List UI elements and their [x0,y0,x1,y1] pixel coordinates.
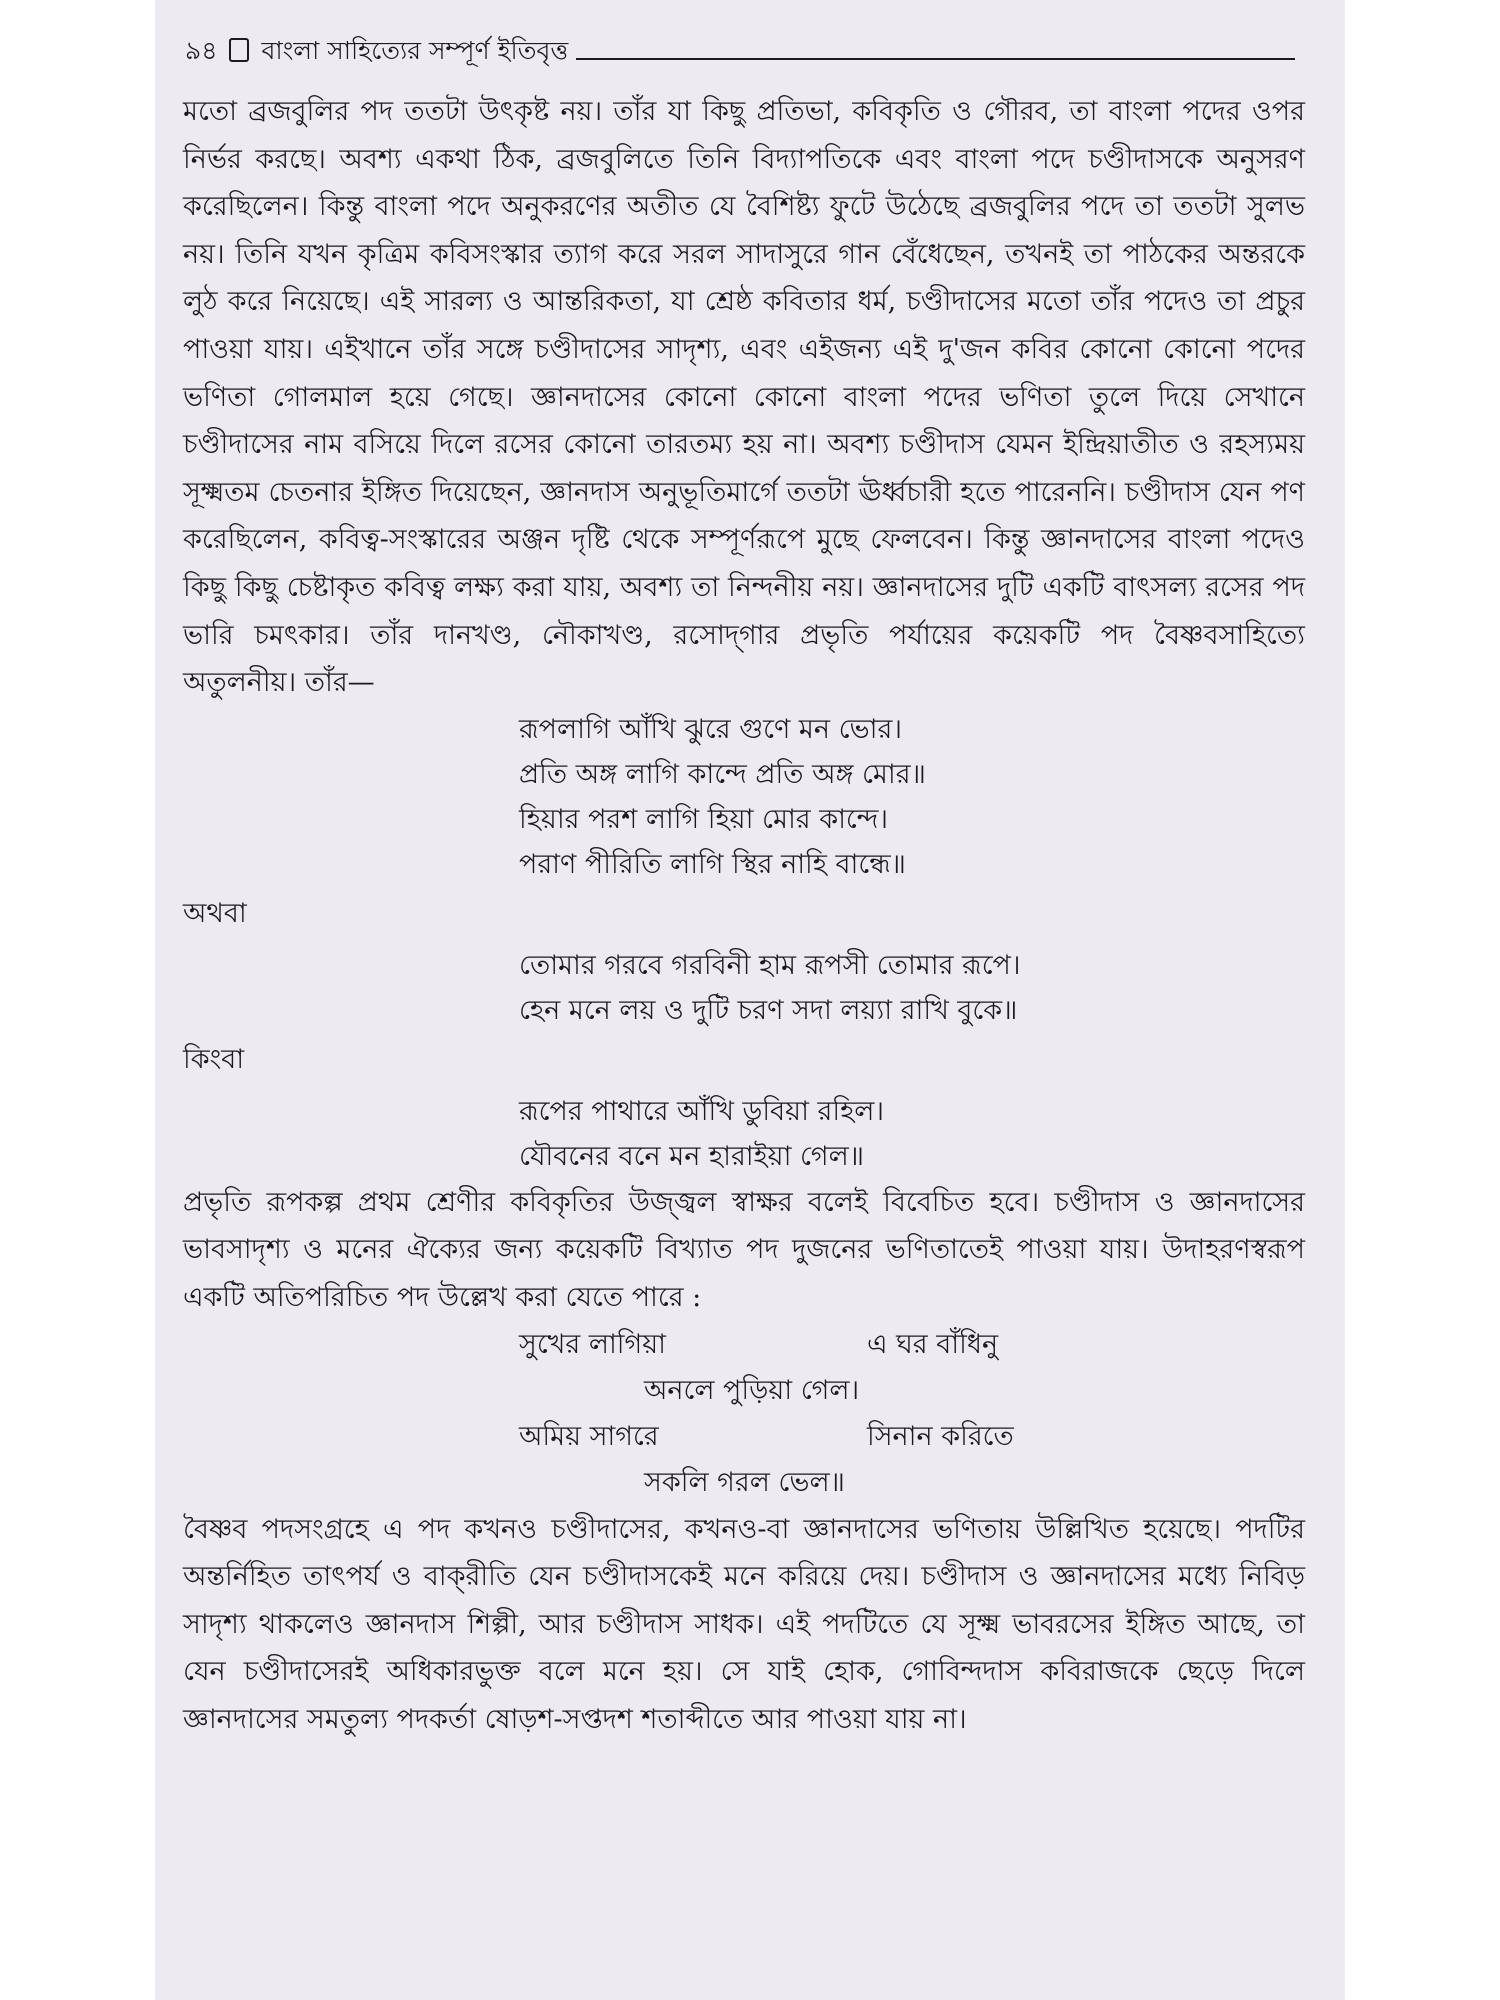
book-page [155,0,1345,2000]
book-title: বাংলা সাহিত্যের সম্পূর্ণ ইতিবৃত্ত [261,36,569,65]
verse-line: পরাণ পীরিতি লাগি স্থির নাহি বান্ধে॥ [519,848,906,880]
verse-line-part: এ ঘর বাঁধিনু [867,1328,999,1360]
header-rule [576,58,1295,60]
verse-line [519,1322,1305,1368]
connector-label: অথবা [183,897,247,929]
verse-line [519,1368,1305,1414]
verse-block [183,943,1305,1033]
verse-block [183,707,1305,887]
verse-line [519,1460,1305,1506]
verse-line [519,1414,1305,1460]
paragraph: বৈষ্ণব পদসংগ্রহে এ পদ কখনও চণ্ডীদাসের, কখনও-বা জ্ঞানদাসের ভণিতায় উল্লিখিত হয়েছে। পদটির অন্তর্নিহিত তাৎপর্য ও বাক্‌রীতি যেন চণ্ডীদাসকেই মনে করিয়ে দেয়। চণ্ডীদাস ও জ্ঞানদাসের মধ্যে নিবিড় সাদৃশ্য থাকলেও জ্ঞানদাস শিল্পী, আর চণ্ডীদাস সাধক। এই পদটিতে যে সূক্ষ্ম ভাবরসের ইঙ্গিত আছে, তা যেন চণ্ডীদাসেরই অধিকারভুক্ত বলে মনে হয়। সে যাই হোক, গোবিন্দদাস কবিরাজকে ছেড়ে দিলে জ্ঞানদাসের সমতুল্য পদকর্তা ষোড়শ-সপ্তদশ শতাব্দীতে আর পাওয়া যায় না। [183,1513,1305,1735]
verse-line-part: সকলি গরল ভেল॥ [644,1466,845,1498]
verse-line-part: সুখের লাগিয়া [519,1328,666,1360]
verse-line: হিয়ার পরশ লাগি হিয়া মোর কান্দে। [519,803,889,835]
verse-line: প্রতি অঙ্গ লাগি কান্দে প্রতি অঙ্গ মোর॥ [519,758,926,790]
verse-line: রূপের পাথারে আঁখি ডুবিয়া রহিল। [519,1095,885,1127]
page-body [183,88,1305,1743]
running-header [185,20,1295,66]
verse-line-part: সিনান করিতে [867,1420,1014,1452]
paragraph: প্রভৃতি রূপকল্প প্রথম শ্রেণীর কবিকৃতির উজ্জ্বল স্বাক্ষর বলেই বিবেচিত হবে। চণ্ডীদাস ও জ্ঞানদাসের ভাবসাদৃশ্য ও মনের ঐক্যের জন্য কয়েকটি বিখ্যাত পদ দুজনের ভণিতাতেই পাওয়া যায়। উদাহরণস্বরূপ একটি অতিপরিচিত পদ উল্লেখ করা যেতে পারে : [183,1186,1305,1313]
verse-block [183,1089,1305,1179]
page-number: ৯৪ [185,36,218,65]
connector-label: কিংবা [183,1043,245,1075]
paragraph: মতো ব্রজবুলির পদ ততটা উৎকৃষ্ট নয়। তাঁর যা কিছু প্রতিভা, কবিকৃতি ও গৌরব, তা বাংলা পদের ওপর নির্ভর করছে। অবশ্য একথা ঠিক, ব্রজবুলিতে তিনি বিদ্যাপতিকে এবং বাংলা পদে চণ্ডীদাসকে অনুসরণ করেছিলেন। কিন্তু বাংলা পদে অনুকরণের অতীত যে বৈশিষ্ট্য ফুটে উঠেছে ব্রজবুলির পদে তা ততটা সুলভ নয়। তিনি যখন কৃত্রিম কবিসংস্কার ত্যাগ করে সরল সাদাসুরে গান বেঁধেছেন, তখনই তা পাঠকের অন্তরকে লুঠ করে নিয়েছে। এই সারল্য ও আন্তরিকতা, যা শ্রেষ্ঠ কবিতার ধর্ম, চণ্ডীদাসের মতো তাঁর পদেও তা প্রচুর পাওয়া যায়। এইখানে তাঁর সঙ্গে চণ্ডীদাসের সাদৃশ্য, এবং এইজন্য এই দু'জন কবির কোনো কোনো পদের ভণিতা গোলমাল হয়ে গেছে। জ্ঞানদাসের কোনো কোনো বাংলা পদের ভণিতা তুলে দিয়ে সেখানে চণ্ডীদাসের নাম বসিয়ে দিলে রসের কোনো তারতম্য হয় না। অবশ্য চণ্ডীদাস যেমন ইন্দ্রিয়াতীত ও রহস্যময় সূক্ষ্মতম চেতনার ইঙ্গিত দিয়েছেন, জ্ঞানদাস অনুভূতিমার্গে ততটা ঊর্ধ্বচারী হতে পারেননি। চণ্ডীদাস যেন পণ করেছিলেন, কবিত্ব-সংস্কারের অঞ্জন দৃষ্টি থেকে সম্পূর্ণরূপে মুছে ফেলবেন। কিন্তু জ্ঞানদাসের বাংলা পদেও কিছু কিছু চেষ্টাকৃত কবিত্ব লক্ষ্য করা যায়, অবশ্য তা নিন্দনীয় নয়। জ্ঞানদাসের দুটি একটি বাৎসল্য রসের পদ ভারি চমৎকার। তাঁর দানখণ্ড, নৌকাখণ্ড, রসোদ্‌গার প্রভৃতি পর্যায়ের কয়েকটি পদ বৈষ্ণবসাহিত্যে অতুলনীয়। তাঁর— [183,96,1305,699]
verse-line: হেন মনে লয় ও দুটি চরণ সদা লয়্যা রাখি বুকে॥ [519,994,1018,1026]
verse-line: যৌবনের বনে মন হারাইয়া গেল॥ [519,1140,865,1172]
verse-block [183,1322,1305,1506]
verse-line: তোমার গরবে গরবিনী হাম রূপসী তোমার রূপে। [519,949,1021,981]
verse-line: রূপলাগি আঁখি ঝুরে গুণে মন ভোর। [519,713,902,745]
verse-line-part: অনলে পুড়িয়া গেল। [644,1374,860,1406]
square-bullet-icon [229,38,249,62]
verse-line-part: অমিয় সাগরে [519,1420,659,1452]
